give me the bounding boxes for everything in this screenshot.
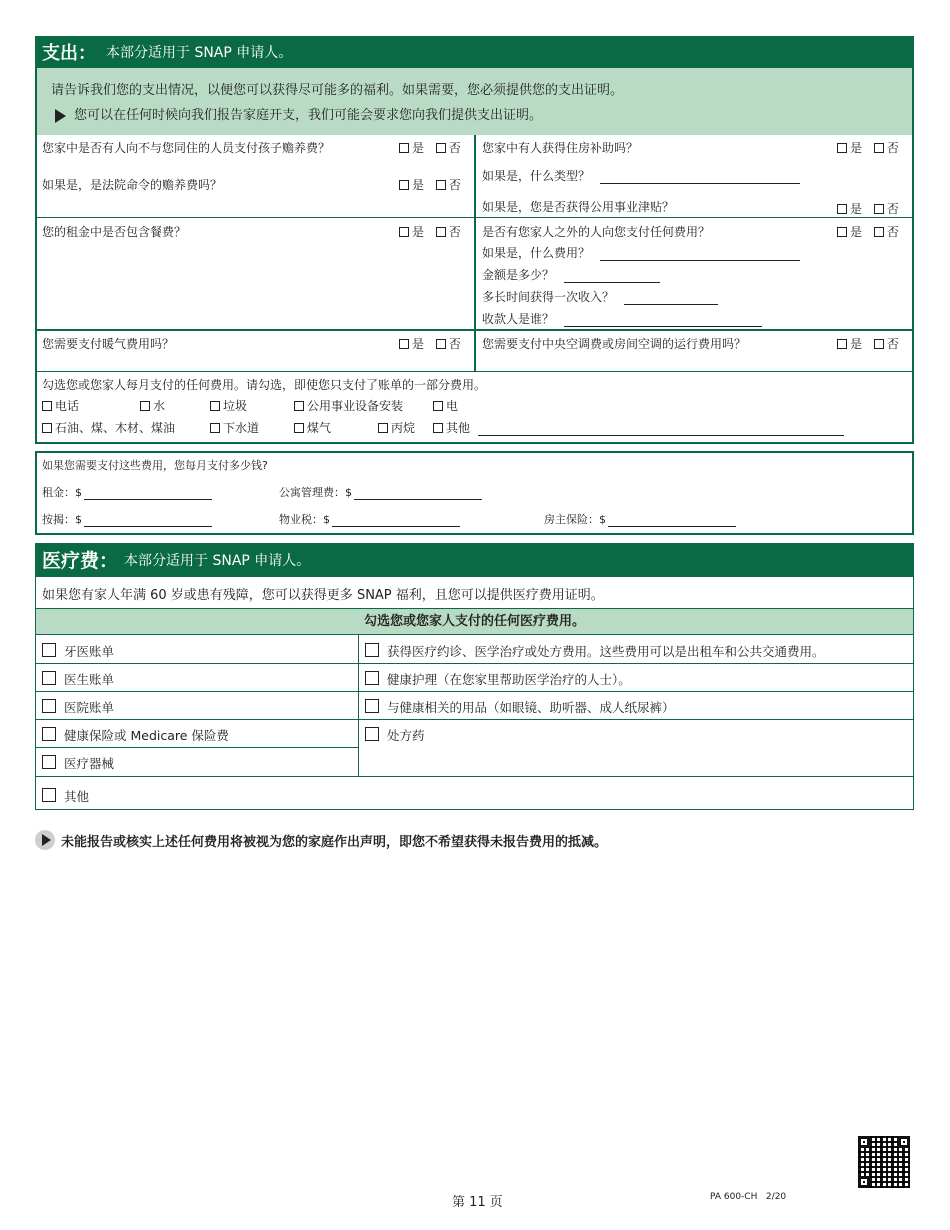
medical-box [35, 576, 914, 810]
home-insurance-label: 房主保险：$ [544, 513, 606, 526]
med-other-checkbox[interactable] [42, 788, 56, 802]
transport-label: 获得医疗约诊、医学治疗或处方费用。这些费用可以是出租车和公共交通费用。 [387, 644, 825, 659]
med-dental[interactable] [42, 642, 114, 660]
gas-label: 煤气 [307, 421, 332, 435]
ac-yn [837, 335, 899, 352]
fuel-label: 石油、煤、木材、煤油 [55, 421, 176, 435]
utility-phone[interactable] [42, 397, 79, 414]
yes-label: 是 [412, 178, 425, 192]
other-utility-label: 其他 [446, 421, 471, 435]
heating-no-checkbox[interactable] [436, 339, 446, 349]
medical-title: 医疗费： [42, 550, 119, 572]
med-equipment[interactable] [42, 754, 114, 772]
prescription-checkbox[interactable] [365, 727, 379, 741]
home-care-checkbox[interactable] [365, 671, 379, 685]
housing-assist-yn [837, 139, 899, 156]
utility-other[interactable] [433, 419, 844, 436]
child-support-no-checkbox[interactable] [436, 143, 446, 153]
other-utility-checkbox[interactable] [433, 423, 443, 433]
home-insurance-row [544, 511, 736, 527]
q-how-often: 多长时间获得一次收入？ [482, 290, 615, 304]
yes-label: 是 [412, 225, 425, 239]
q-what-expense: 如果是，什么费用？ [482, 246, 591, 260]
med-insurance[interactable] [42, 726, 229, 744]
q-court-ordered: 如果是，是法院命令的赡养费吗？ [42, 178, 223, 192]
hospital-label: 医院账单 [64, 700, 115, 715]
no-label: 否 [448, 337, 461, 351]
heating-yes-checkbox[interactable] [399, 339, 409, 349]
q-housing-assist: 您家中有人获得住房补助吗？ [482, 141, 639, 155]
dental-checkbox[interactable] [42, 643, 56, 657]
utility-allowance-no-checkbox[interactable] [874, 204, 884, 214]
expenses-intro-1: 请告诉我们您的支出情况，以便您可以获得尽可能多的福利。如果需要，您必须提供您的支出证明。 [51, 83, 624, 98]
medical-intro: 如果您有家人年满 60 岁或患有残障，您可以获得更多 SNAP 福利，且您可以提供医疗费用证明。 [42, 588, 604, 603]
utility-allowance-yes-checkbox[interactable] [837, 204, 847, 214]
ac-no-checkbox[interactable] [874, 339, 884, 349]
warning-text: 未能报告或核实上述任何费用将被视为您的家庭作出声明，即您不希望获得未报告费用的抵减。 [61, 834, 608, 850]
med-doctor[interactable] [42, 670, 114, 688]
no-label: 否 [448, 178, 461, 192]
doctor-checkbox[interactable] [42, 671, 56, 685]
rent-row [42, 484, 212, 500]
utility-water[interactable] [140, 397, 165, 414]
q-what-type-row [482, 167, 800, 184]
form-id: PA 600-CH 2/20 [710, 1192, 787, 1202]
medical-header [35, 543, 914, 576]
mortgage-label: 按揭：$ [42, 513, 82, 526]
q-child-support: 您家中是否有人向不与您同住的人员支付孩子赡养费？ [42, 141, 331, 155]
home-insurance-field[interactable] [608, 514, 736, 527]
outside-pays-yn [837, 223, 899, 240]
q-heating: 您需要支付暖气费用吗？ [42, 337, 175, 351]
med-transport[interactable] [365, 642, 825, 660]
condo-row [279, 484, 482, 500]
q-what-expense-row [482, 244, 800, 261]
trash-checkbox[interactable] [210, 401, 220, 411]
q-utility-allowance: 如果是，您是否获得公用事业津贴？ [482, 200, 675, 214]
outside-pays-no-checkbox[interactable] [874, 227, 884, 237]
yes-label: 是 [412, 337, 425, 351]
property-tax-label: 物业税：$ [279, 513, 330, 526]
how-often-field[interactable] [624, 292, 718, 305]
heating-yn [399, 335, 461, 352]
meals-in-rent-yn [399, 223, 461, 240]
utility-electric[interactable] [433, 397, 458, 414]
phone-label: 电话 [55, 399, 80, 413]
yes-label: 是 [412, 141, 425, 155]
q-how-often-row [482, 288, 718, 305]
q-what-type: 如果是，什么类型？ [482, 169, 591, 183]
expenses-intro-box [35, 68, 914, 135]
transport-checkbox[interactable] [365, 643, 379, 657]
propane-checkbox[interactable] [378, 423, 388, 433]
q-payee-row [482, 310, 762, 327]
insurance-checkbox[interactable] [42, 727, 56, 741]
no-label: 否 [886, 337, 899, 351]
payee-field[interactable] [564, 314, 762, 327]
what-expense-field[interactable] [600, 248, 800, 261]
monthly-intro: 勾选您或您家人每月支付的任何费用。请勾选，即使您只支付了账单的一部分费用。 [42, 378, 487, 392]
ac-yes-checkbox[interactable] [837, 339, 847, 349]
hospital-checkbox[interactable] [42, 699, 56, 713]
court-ordered-yn [399, 176, 461, 193]
arrow-circle-icon [35, 830, 55, 850]
no-label: 否 [886, 202, 899, 216]
fuel-checkbox[interactable] [42, 423, 52, 433]
q-how-much: 金额是多少？ [482, 268, 555, 282]
propane-label: 丙烷 [391, 421, 416, 435]
med-other[interactable] [42, 787, 89, 805]
page-number: 第 11 页 [452, 1195, 503, 1210]
child-support-yn [399, 139, 461, 156]
supplies-label: 与健康相关的用品（如眼镜、助听器、成人纸尿裤） [387, 700, 675, 715]
q-ac: 您需要支付中央空调费或房间空调的运行费用吗？ [482, 337, 747, 351]
medical-check-header: 勾选您或您家人支付的任何医疗费用。 [36, 608, 913, 635]
condo-label: 公寓管理费：$ [279, 486, 352, 499]
sewer-checkbox[interactable] [210, 423, 220, 433]
dental-label: 牙医账单 [64, 644, 115, 659]
gas-checkbox[interactable] [294, 423, 304, 433]
mortgage-row [42, 511, 212, 527]
outside-pays-yes-checkbox[interactable] [837, 227, 847, 237]
expenses-subtitle: 本部分适用于 SNAP 申请人。 [106, 45, 293, 61]
doctor-label: 医生账单 [64, 672, 115, 687]
utility-sewer[interactable] [210, 419, 259, 436]
insurance-label: 健康保险或 Medicare 保险费 [64, 728, 229, 743]
q-how-much-row [482, 266, 660, 283]
equipment-label: 医疗器械 [64, 756, 115, 771]
med-hospital[interactable] [42, 698, 114, 716]
no-label: 否 [886, 141, 899, 155]
no-label: 否 [448, 141, 461, 155]
rent-label: 租金：$ [42, 486, 82, 499]
housing-assist-yes-checkbox[interactable] [837, 143, 847, 153]
sewer-label: 下水道 [223, 421, 260, 435]
equipment-checkbox[interactable] [42, 755, 56, 769]
trash-label: 垃圾 [223, 399, 248, 413]
home-care-label: 健康护理（在您家里帮助医学治疗的人士）。 [387, 672, 631, 687]
med-supplies[interactable] [365, 698, 675, 716]
utility-trash[interactable] [210, 397, 247, 414]
child-support-yes-checkbox[interactable] [399, 143, 409, 153]
property-tax-field[interactable] [332, 514, 460, 527]
rent-field[interactable] [84, 487, 212, 500]
electric-checkbox[interactable] [433, 401, 443, 411]
expenses-intro-2-row [55, 104, 542, 123]
yes-label: 是 [850, 141, 863, 155]
med-prescription[interactable] [365, 726, 425, 744]
utility-install[interactable] [294, 397, 403, 414]
yes-label: 是 [850, 337, 863, 351]
qr-code-icon [858, 1136, 910, 1188]
condo-field[interactable] [354, 487, 482, 500]
no-label: 否 [886, 225, 899, 239]
med-other-label: 其他 [64, 789, 90, 804]
supplies-checkbox[interactable] [365, 699, 379, 713]
expenses-question-grid [35, 135, 914, 444]
meals-in-rent-yes-checkbox[interactable] [399, 227, 409, 237]
yes-label: 是 [850, 202, 863, 216]
court-ordered-no-checkbox[interactable] [436, 180, 446, 190]
court-ordered-yes-checkbox[interactable] [399, 180, 409, 190]
electric-label: 电 [446, 399, 459, 413]
utility-fuel[interactable] [42, 419, 175, 436]
medical-subtitle: 本部分适用于 SNAP 申请人。 [124, 552, 311, 569]
no-label: 否 [448, 225, 461, 239]
med-home-care[interactable] [365, 670, 631, 688]
housing-assist-no-checkbox[interactable] [874, 143, 884, 153]
mortgage-field[interactable] [84, 514, 212, 527]
how-much-field[interactable] [564, 270, 660, 283]
property-tax-row [279, 511, 460, 527]
q-meals-in-rent: 您的租金中是否包含餐费？ [42, 225, 187, 239]
q-payee: 收款人是谁？ [482, 312, 555, 326]
utility-propane[interactable] [378, 419, 415, 436]
expenses-intro-2: 您可以在任何时候向我们报告家庭开支，我们可能会要求您向我们提供支出证明。 [74, 108, 543, 123]
install-label: 公用事业设备安装 [307, 399, 404, 413]
monthly-cost-box [35, 451, 914, 535]
utility-allowance-yn [837, 200, 899, 217]
expenses-header [35, 36, 914, 68]
expenses-title: 支出： [42, 43, 96, 64]
arrow-right-icon [55, 109, 66, 123]
water-label: 水 [153, 399, 166, 413]
utility-gas[interactable] [294, 419, 331, 436]
what-type-field[interactable] [600, 171, 800, 184]
yes-label: 是 [850, 225, 863, 239]
install-checkbox[interactable] [294, 401, 304, 411]
warning-row [35, 830, 607, 850]
q-outside-pays: 是否有您家人之外的人向您支付任何费用？ [482, 225, 711, 239]
phone-checkbox[interactable] [42, 401, 52, 411]
other-utility-field[interactable] [478, 423, 844, 436]
meals-in-rent-no-checkbox[interactable] [436, 227, 446, 237]
prescription-label: 处方药 [387, 728, 425, 743]
water-checkbox[interactable] [140, 401, 150, 411]
cost-intro: 如果您需要支付这些费用，您每月支付多少钱? [42, 459, 268, 472]
